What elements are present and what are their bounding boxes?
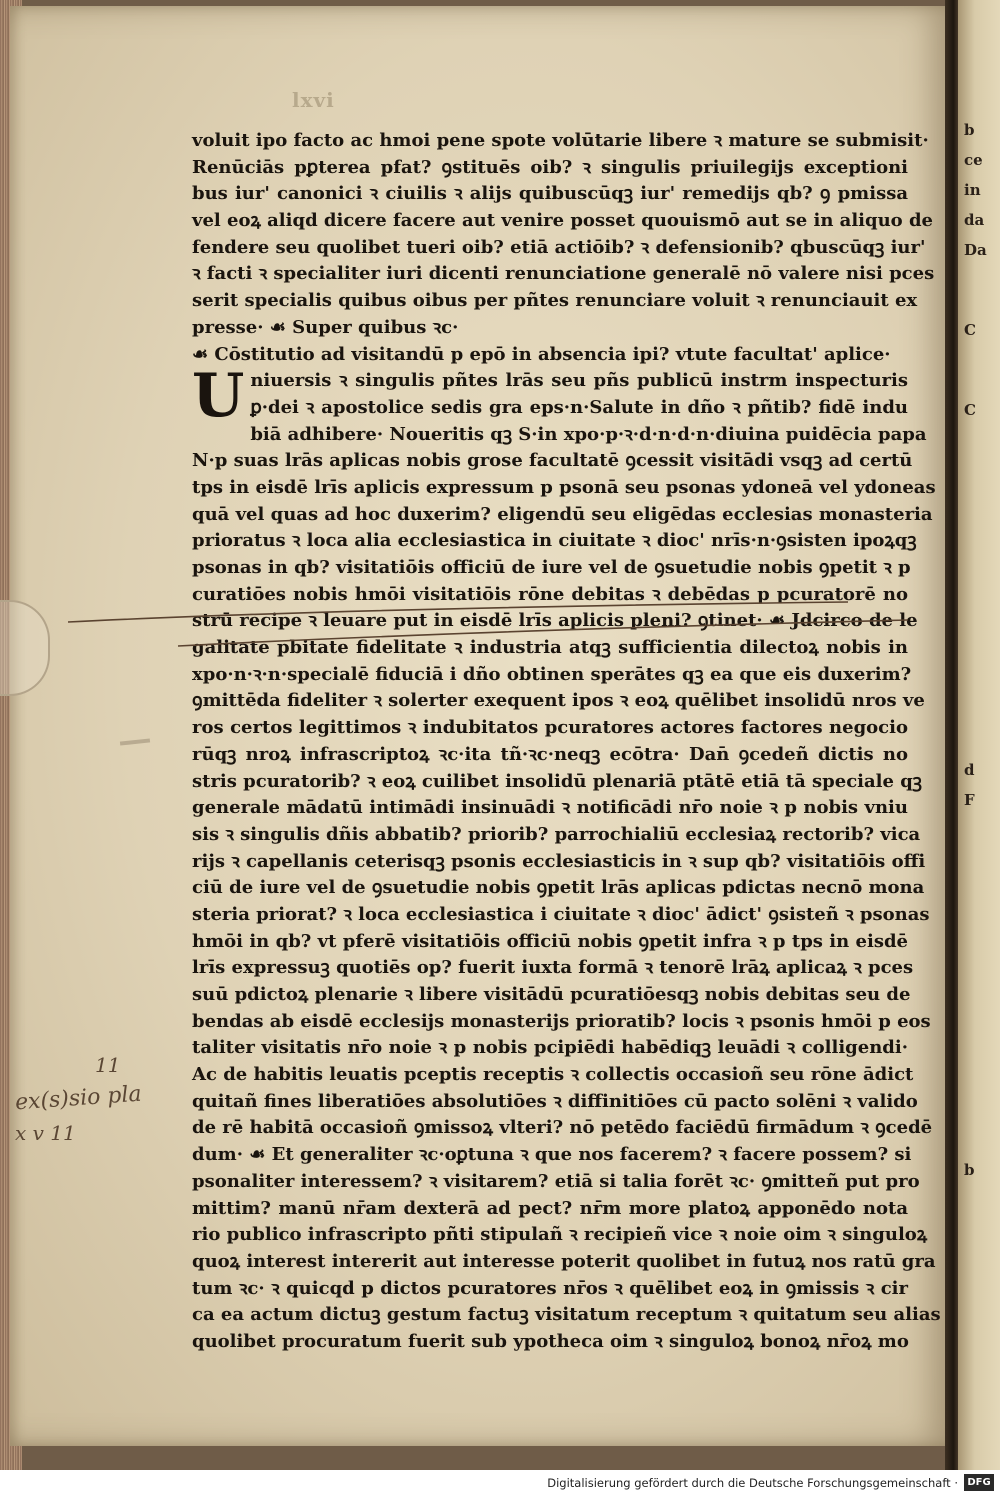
facing-page-fragment: Da (964, 241, 987, 259)
dfg-logo: DFG (964, 1474, 994, 1491)
facing-page-fragment: d (964, 761, 975, 779)
text-line: quitañ fines liberatiōes absolutiōes ꝛ diffinitiōes cū pacto solēni ꝛ valido (192, 1090, 918, 1112)
text-line: rijs ꝛ capellanis ceterisqꝫ psonis ecclesiasticis in ꝛ sup qb? visitatiōis offi (192, 850, 926, 872)
text-line: stris pcuratorib? ꝛ eoꝝ cuilibet insolidū plenariā ptātē etiā tā speciale qꝫ (192, 770, 923, 792)
text-line: ca ea actum dictuꝫ gestum factuꝫ visitatum receptum ꝛ quitatum seu alias (192, 1304, 941, 1326)
text-line: curatiōes nobis hmōi visitatiōis rōne debitas ꝛ debēdas p pcuratorē no (192, 583, 908, 605)
digitization-footer (0, 1470, 1000, 1496)
text-line: voluit ipo facto ac hmoi pene spote volūtarie libere ꝛ mature se submisit· (192, 130, 929, 151)
margin-note-line: 11 (95, 1053, 121, 1077)
margin-note-line: x v 11 (15, 1121, 76, 1145)
text-line: serit specialis quibus oibus per pñtes renunciare voluit ꝛ renunciauit ex (192, 290, 918, 312)
footer-credit: Digitalisierung gefördert durch die Deutsche Forschungsgemeinschaft · (547, 1476, 958, 1490)
text-line: ros certos legittimos ꝛ indubitatos pcuratores actores factores negocio (192, 717, 908, 739)
facing-page-fragment: b (964, 1161, 975, 1179)
facing-page-fragment: C (964, 401, 976, 419)
text-line: bendas ab eisdē ecclesijs monasterijs prioratib? locis ꝛ psonis hmōi p eos (192, 1010, 931, 1032)
text-line: biā adhibere· Noueritis qꝫ S·in xpo·p·ꝛ·d·n·d·n·diuina puidēcia papa (250, 423, 927, 445)
text-line: rio publico infrascripto pñti stipulañ ꝛ recipieñ vice ꝛ noie oim ꝛ singuloꝝ (192, 1224, 928, 1246)
text-line: psonas in qb? visitatiōis officiū de iure vel de ꝯsuetudie nobis ꝯpetit ꝛ p (192, 557, 911, 578)
facing-page-fragment: da (964, 211, 985, 229)
facing-page-fragment: b (964, 121, 975, 139)
text-line: Ac de habitis leuatis pceptis receptis ꝛ collectis occasioñ seu rōne ādict (192, 1064, 914, 1086)
margin-note-line: ex(s)sio pla (14, 1081, 143, 1116)
text-line: mittim? manū nr̄am dexterā ad pect? nr̄m more platoꝝ apponēdo nota (192, 1197, 908, 1219)
facing-page (958, 0, 1000, 1470)
text-line: de rē habitā occasioñ ꝯmissoꝝ vlteri? nō petēdo faciēdū firmādum ꝛ ꝯcedē (192, 1117, 933, 1139)
drop-capital: U (192, 361, 245, 432)
text-line: lrīs expressuꝫ quotiēs op? fuerit iuxta formā ꝛ tenorē lrāꝝ aplicaꝝ ꝛ pces (192, 957, 914, 979)
text-line: generale mādatū intimādi insinuādi ꝛ notificādi nr̄o noie ꝛ p nobis vniu (192, 797, 908, 819)
text-line: Renūciās pꝑterea pfat? ꝯstituēs oib? ꝛ singulis priuilegijs exceptioni (192, 156, 908, 178)
incunable-text-block (192, 128, 941, 1356)
text-line: quā vel quas ad hoc duxerim? eligendū seu eligēdas ecclesias monasteria (192, 503, 933, 525)
text-line: strū recipe ꝛ leuare put in eisdē lrīs aplicis pleni? ꝯtinet· ☙ Jdcirco de le (192, 610, 918, 632)
text-line: psonaliter interessem? ꝛ visitarem? etiā si talia forēt ꝛc· ꝯmitteñ put pro (192, 1170, 920, 1192)
folio-number: lxvi (292, 88, 335, 112)
text-line: vel eoꝝ aliqd dicere facere aut venire posset quouismō aut se in aliquo de (192, 210, 933, 232)
text-line: quoꝝ interest intererit aut interesse poterit quolibet in futuꝝ nos ratū gra (192, 1250, 936, 1272)
text-line: quolibet procuratum fuerit sub ypotheca oim ꝛ singuloꝝ bonoꝝ nr̄oꝝ mo (192, 1330, 909, 1352)
dropcap-paragraph (192, 361, 927, 448)
text-line: sis ꝛ singulis dñis abbatib? priorib? parrochialiū ecclesiaꝝ rectorib? vica (192, 823, 921, 845)
text-line: ciū de iure vel de ꝯsuetudie nobis ꝯpetit lrās aplicas pdictas necnō mona (192, 877, 925, 899)
text-line: ꝑ·dei ꝛ apostolice sedis gra eps·n·Salute in dño ꝛ pñtib? fidē indu (250, 396, 908, 418)
text-line: hmōi in qb? vt pferē visitatiōis officiū nobis ꝯpetit infra ꝛ p tps in eisdē (192, 930, 908, 952)
text-line: tum ꝛc· ꝛ quicqd p dictos pcuratores nr̄os ꝛ quēlibet eoꝝ in ꝯmissis ꝛ cir (192, 1277, 908, 1299)
text-line: ꝯmittēda fideliter ꝛ solerter exequent ipos ꝛ eoꝝ quēlibet insolidū nros ve (192, 690, 925, 712)
text-line: steria priorat? ꝛ loca ecclesiastica i ciuitate ꝛ dioc' ādict' ꝯsisteñ ꝛ psonas (192, 903, 930, 925)
marginal-annotation (15, 1048, 142, 1150)
text-line: fendere seu quolibet tueri oib? etiā actiōib? ꝛ defensionib? qbuscūqꝫ iur' (192, 236, 926, 258)
text-line: dum· ☙ Et generaliter ꝛc·oꝑtuna ꝛ que nos facerem? ꝛ facere possem? si (192, 1144, 912, 1166)
facing-page-fragment: ce (964, 151, 983, 169)
text-line: ꝛ facti ꝛ specialiter iuri dicenti renunciatione generalē nō valere nisi pces (192, 263, 935, 285)
facing-page-fragment: F (964, 791, 975, 809)
text-line: bus iur' canonici ꝛ ciuilis ꝛ alijs quibuscūqꝫ iur' remedijs qb? ꝯ pmissa (192, 183, 908, 205)
text-line: niuersis ꝛ singulis pñtes lrās seu pñs publicū instrm inspecturis (250, 370, 908, 392)
text-line: xpo·n·ꝛ·n·specialē fiduciā i dño obtinen sperātes qꝫ ea que eis duxerim? (192, 663, 912, 685)
text-line: taliter visitatis nr̄o noie ꝛ p nobis pcipiēdi habēdiqꝫ leuādi ꝛ colligendi· (192, 1037, 908, 1059)
text-line: ☙ Cōstitutio ad visitandū p epō in absencia ipi? vtute facultat' aplice· (192, 343, 891, 365)
text-line: galitate pbitate fidelitate ꝛ industria atqꝫ sufficientia dilectoꝝ nobis in (192, 637, 908, 659)
text-line: rūqꝫ nroꝝ infrascriptoꝝ ꝛc·ita tñ·ꝛc·neqꝫ ecōtra· Dan̄ ꝯcedeñ dictis no (192, 743, 908, 765)
text-line: suū pdictoꝝ plenarie ꝛ libere visitādū pcuratiōesqꝫ nobis debitas seu de (192, 984, 911, 1005)
text-line: N·p suas lrās aplicas nobis grose facultatē ꝯcessit visitādi vsqꝫ ad certū (192, 450, 913, 472)
text-line: presse· ☙ Super quibus ꝛc· (192, 316, 459, 338)
facing-page-fragment: in (964, 181, 981, 199)
facing-page-fragment: C (964, 321, 976, 339)
text-line: tps in eisdē lrīs aplicis expressum p psonā seu psonas ydoneā vel ydoneas (192, 476, 936, 498)
book-spine (945, 0, 959, 1470)
text-line: prioratus ꝛ loca alia ecclesiastica in ciuitate ꝛ dioc' nrīs·n·ꝯsisten ipoꝝqꝫ (192, 530, 917, 552)
